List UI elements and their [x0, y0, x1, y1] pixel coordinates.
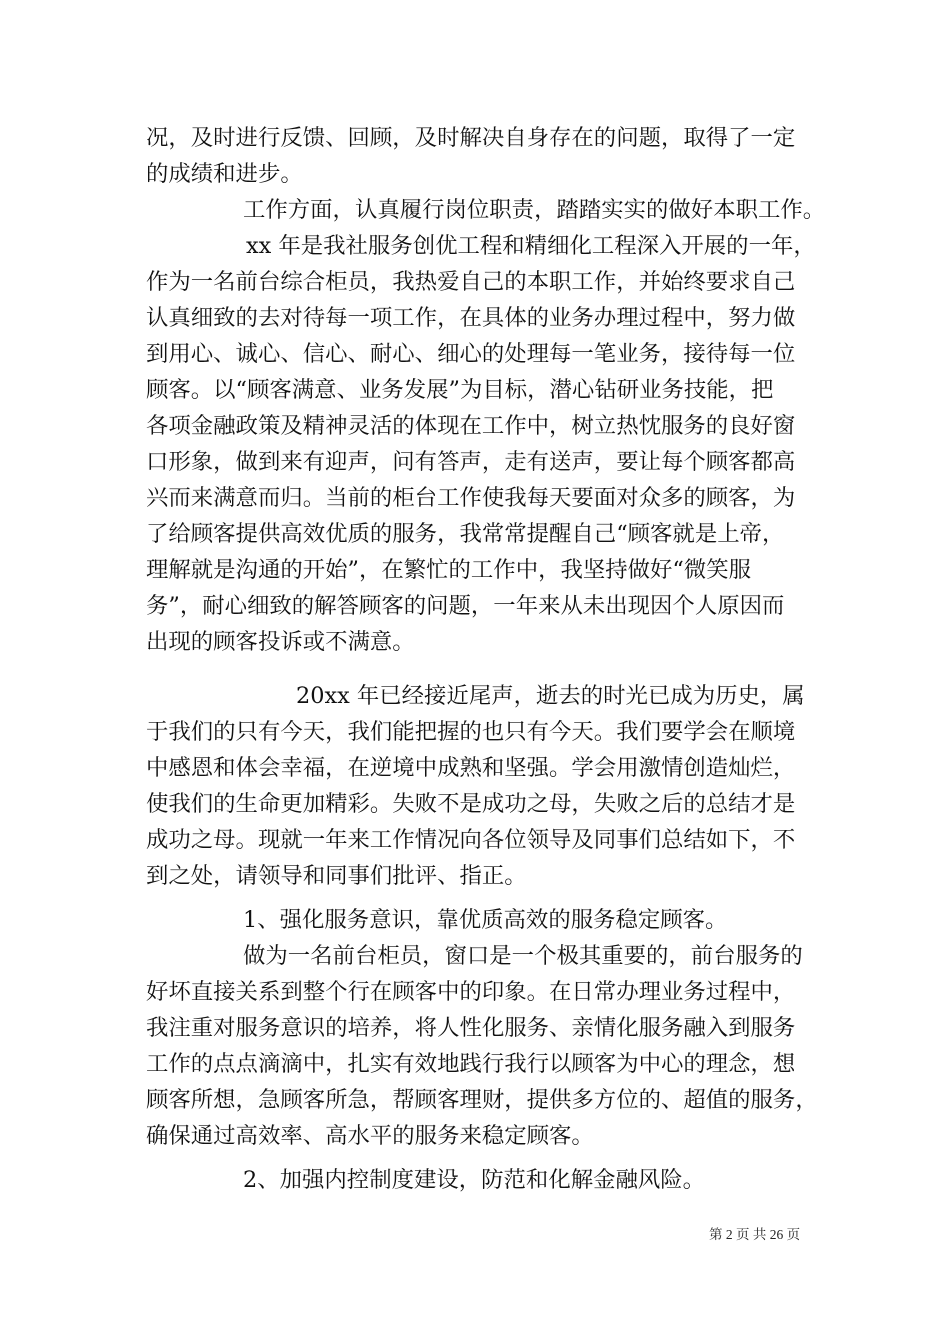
text-line: 成功之母。现就一年来工作情况向各位领导及同事们总结如下，不: [146, 827, 796, 853]
text-line: 做为一名前台柜员，窗口是一个极其重要的，前台服务的: [243, 943, 803, 969]
text-line: 使我们的生命更加精彩。失败不是成功之母，失败之后的总结才是: [146, 791, 796, 817]
page-number-footer: 第 2 页 共 26 页: [709, 1227, 801, 1242]
text-line: 好坏直接关系到整个行在顾客中的印象。在日常办理业务过程中，: [146, 979, 796, 1005]
text-line: 作为一名前台综合柜员，我热爱自己的本职工作，并始终要求自己: [146, 269, 796, 295]
text-line: 的成绩和进步。: [146, 161, 303, 187]
text-line: 兴而来满意而归。当前的柜台工作使我每天要面对众多的顾客，为: [146, 485, 796, 511]
text-line: 2、加强内控制度建设，防范和化解金融风险。: [243, 1167, 706, 1193]
text-line: 1、强化服务意识，靠优质高效的服务稳定顾客。: [243, 907, 728, 933]
text-line: 工作方面，认真履行岗位职责，踏踏实实的做好本职工作。: [243, 197, 826, 223]
text-line: 顾客。以“顾客满意、业务发展”为目标，潜心钻研业务技能，把: [146, 377, 774, 403]
text-line: 务”，耐心细致的解答顾客的问题，一年来从未出现因个人原因而: [146, 593, 785, 619]
text-line: 况，及时进行反馈、回顾，及时解决自身存在的问题，取得了一定: [146, 125, 796, 151]
text-line: 出现的顾客投诉或不满意。: [146, 629, 415, 655]
text-line: 我注重对服务意识的培养，将人性化服务、亲情化服务融入到服务: [146, 1015, 796, 1041]
text-line: 理解就是沟通的开始”，在繁忙的工作中，我坚持做好“微笑服: [146, 557, 752, 583]
text-line: 中感恩和体会幸福，在逆境中成熟和坚强。学会用激情创造灿烂，: [146, 755, 796, 781]
text-line: 到用心、诚心、信心、耐心、细心的处理每一笔业务，接待每一位: [146, 341, 796, 367]
text-line: 口形象，做到来有迎声，问有答声，走有送声，要让每个顾客都高: [146, 449, 796, 475]
text-line: 顾客所想，急顾客所急，帮顾客理财，提供多方位的、超值的服务，: [146, 1087, 818, 1113]
text-line: 20xx 年已经接近尾声，逝去的时光已成为历史，属: [296, 683, 805, 709]
text-line: xx 年是我社服务创优工程和精细化工程深入开展的一年，: [246, 233, 816, 259]
text-line: 了给顾客提供高效优质的服务，我常常提醒自己“顾客就是上帝，: [146, 521, 785, 547]
text-line: 认真细致的去对待每一项工作，在具体的业务办理过程中，努力做: [146, 305, 796, 331]
text-line: 确保通过高效率、高水平的服务来稳定顾客。: [146, 1123, 594, 1149]
text-line: 各项金融政策及精神灵活的体现在工作中，树立热忱服务的良好窗: [146, 413, 796, 439]
text-line: 工作的点点滴滴中，扎实有效地践行我行以顾客为中心的理念，想: [146, 1051, 796, 1077]
text-line: 于我们的只有今天，我们能把握的也只有今天。我们要学会在顺境: [146, 719, 796, 745]
text-line: 到之处，请领导和同事们批评、指正。: [146, 863, 527, 889]
